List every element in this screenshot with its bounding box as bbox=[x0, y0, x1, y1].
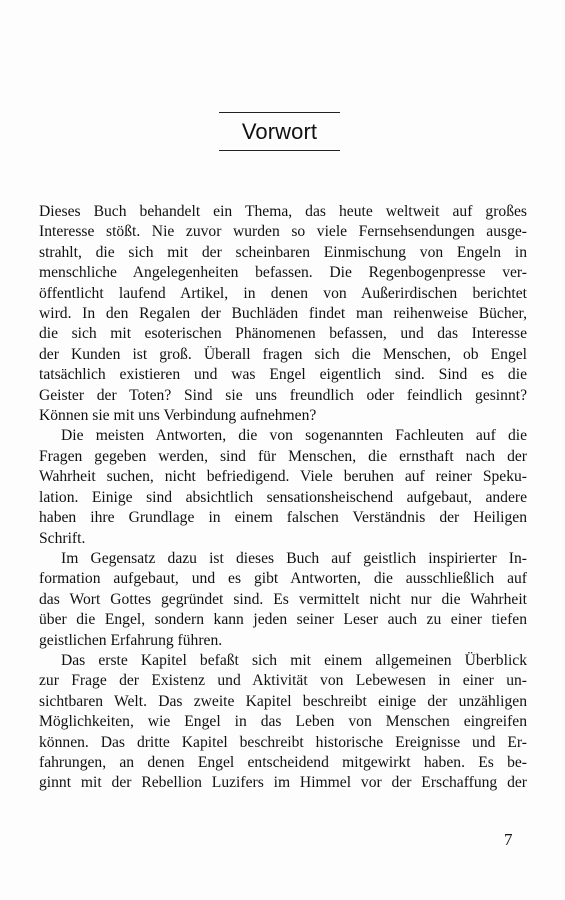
text-line: Schrift. bbox=[39, 529, 86, 547]
text-line: die sich mit esoterischen Phänomenen befassen, und das Interesse bbox=[39, 325, 527, 343]
paragraph bbox=[39, 549, 527, 651]
heading-bottom-rule bbox=[219, 150, 340, 151]
text-line: haben ihre Grundlage in einem falschen Verständnis der Heiligen bbox=[39, 509, 527, 527]
text-line: Wahrheit suchen, nicht befriedigend. Viele beruhen auf reiner Speku- bbox=[39, 468, 527, 486]
text-line: Im Gegensatz dazu ist dieses Buch auf geistlich inspirierter In- bbox=[61, 549, 527, 567]
paragraph bbox=[39, 651, 527, 794]
text-line: Dieses Buch behandelt ein Thema, das heute weltweit auf großes bbox=[39, 203, 527, 220]
text-line: über die Engel, sondern kann jeden seiner Leser auch zu einer tiefen bbox=[39, 611, 527, 629]
text-line: menschliche Angelegenheiten befassen. Die Regenbogenpresse ver- bbox=[39, 264, 527, 282]
heading-top-rule bbox=[219, 112, 340, 113]
text-line: fahrungen, an denen Engel entscheidend mitgewirkt haben. Es be- bbox=[39, 753, 527, 771]
text-line: lation. Einige sind absichtlich sensationsheischend aufgebaut, andere bbox=[39, 488, 527, 506]
text-line: Fragen gegeben werden, sind für Menschen, die ernsthaft nach der bbox=[39, 447, 527, 465]
text-line: Geister der Toten? Sind sie uns freundlich oder feindlich gesinnt? bbox=[39, 386, 527, 404]
text-line: können. Das dritte Kapitel beschreibt historische Ereignisse und Er- bbox=[39, 733, 527, 751]
text-line: sichtbaren Welt. Das zweite Kapitel beschreibt einige der unzähligen bbox=[39, 692, 527, 710]
body-text bbox=[39, 202, 527, 794]
heading-title: Vorwort bbox=[241, 119, 318, 144]
text-line: geistlichen Erfahrung führen. bbox=[39, 631, 223, 649]
text-line: Das erste Kapitel befaßt sich mit einem allgemeinen Überblick bbox=[61, 651, 527, 669]
text-line: der Kunden ist groß. Überall fragen sich die Menschen, ob Engel bbox=[39, 345, 527, 363]
text-line: wird. In den Regalen der Buchläden findet man reihenweise Bücher, bbox=[39, 305, 527, 323]
text-line: Können sie mit uns Verbindung aufnehmen? bbox=[39, 407, 317, 425]
text-line: das Wort Gottes gegründet sind. Es vermittelt nicht nur die Wahrheit bbox=[39, 590, 527, 608]
text-line: öffentlicht laufend Artikel, in denen von Außerirdischen berichtet bbox=[39, 284, 527, 302]
paragraph bbox=[39, 426, 527, 548]
text-line: formation aufgebaut, und es gibt Antworten, die ausschließlich auf bbox=[39, 570, 527, 588]
text-line: strahlt, die sich mit der scheinbaren Einmischung von Engeln in bbox=[39, 243, 527, 261]
text-line: tatsächlich existieren und was Engel eigentlich sind. Sind es die bbox=[39, 366, 527, 384]
paragraph bbox=[39, 202, 527, 426]
text-line: Die meisten Antworten, die von sogenannten Fachleuten auf die bbox=[61, 427, 527, 445]
text-line: Interesse stößt. Nie zuvor wurden so viele Fernsehsendungen ausge- bbox=[39, 223, 527, 241]
page-number: 7 bbox=[504, 830, 513, 849]
chapter-heading bbox=[219, 112, 340, 151]
text-line: ginnt mit der Rebellion Luzifers im Himmel vor der Erschaffung der bbox=[39, 774, 527, 792]
text-line: zur Frage der Existenz und Aktivität von Lebewesen in einer un- bbox=[39, 672, 527, 690]
text-line: Möglichkeiten, wie Engel in das Leben von Menschen eingreifen bbox=[39, 713, 527, 731]
